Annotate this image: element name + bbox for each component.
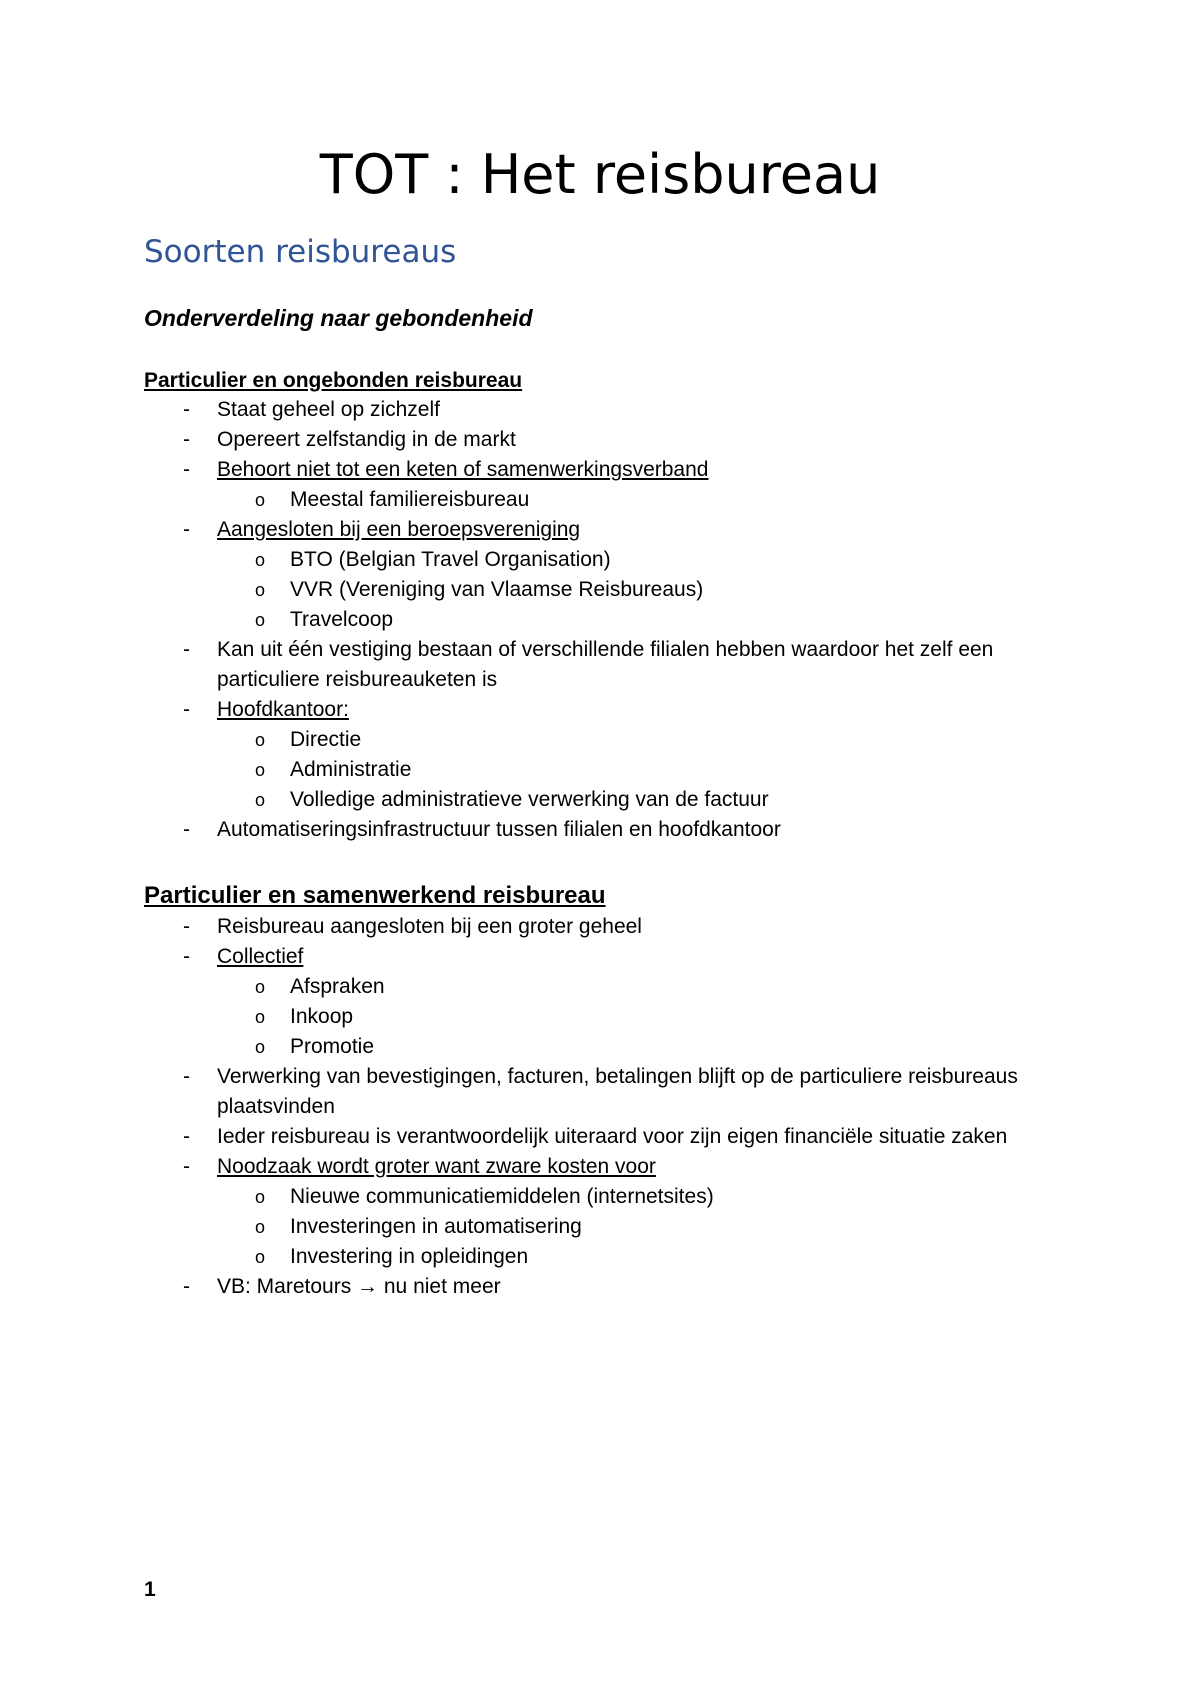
dash-bullet: - bbox=[183, 1125, 190, 1148]
sub-list-item: o Administratie bbox=[0, 755, 1090, 785]
sub-list-item: o Directie bbox=[0, 725, 1090, 755]
dash-bullet: - bbox=[183, 638, 190, 661]
section1-heading: Particulier en ongebonden reisbureau bbox=[144, 369, 523, 392]
sub-list-item: o Promotie bbox=[0, 1032, 1090, 1062]
circle-bullet: o bbox=[255, 977, 266, 997]
circle-bullet: o bbox=[255, 1007, 266, 1027]
list-item: - Collectief bbox=[0, 942, 1097, 972]
list-item: - Kan uit één vestiging bestaan of verschillende filialen hebben waardoor het zelf een particuliere reisbureauketen is bbox=[0, 635, 1097, 695]
list-item: - Staat geheel op zichzelf bbox=[0, 395, 1097, 425]
dash-bullet: - bbox=[183, 698, 190, 721]
dash-bullet: - bbox=[183, 915, 190, 938]
circle-bullet: o bbox=[255, 730, 266, 750]
sub-list-item: o Meestal familiereisbureau bbox=[0, 485, 1090, 515]
dash-bullet: - bbox=[183, 818, 190, 841]
sub-list-item: o VVR (Vereniging van Vlaamse Reisbureaus) bbox=[0, 575, 1090, 605]
list-item: - Hoofdkantoor: bbox=[0, 695, 1097, 725]
circle-bullet: o bbox=[255, 490, 266, 510]
dash-bullet: - bbox=[183, 428, 190, 451]
dash-bullet: - bbox=[183, 1065, 190, 1088]
list-item: - Aangesloten bij een beroepsvereniging bbox=[0, 515, 1097, 545]
sub-list-item: o Travelcoop bbox=[0, 605, 1090, 635]
sub-list-item: o BTO (Belgian Travel Organisation) bbox=[0, 545, 1090, 575]
dash-bullet: - bbox=[183, 398, 190, 421]
list-item: - Behoort niet tot een keten of samenwerkingsverband bbox=[0, 455, 1097, 485]
section2-list bbox=[0, 912, 1200, 1302]
section2-heading: Particulier en samenwerkend reisbureau bbox=[144, 882, 606, 909]
list-item: - Opereert zelfstandig in de markt bbox=[0, 425, 1097, 455]
circle-bullet: o bbox=[255, 1217, 266, 1237]
sub-list-item: o Nieuwe communicatiemiddelen (internetsites) bbox=[0, 1182, 1090, 1212]
section-heading: Soorten reisbureaus bbox=[144, 234, 457, 270]
section1-list bbox=[0, 395, 1200, 845]
dash-bullet: - bbox=[183, 1275, 190, 1298]
circle-bullet: o bbox=[255, 550, 266, 570]
list-item: - Verwerking van bevestigingen, facturen, betalingen blijft op de particuliere reisbureaus plaatsvinden bbox=[0, 1062, 1097, 1122]
sub-list-item: o Inkoop bbox=[0, 1002, 1090, 1032]
circle-bullet: o bbox=[255, 1247, 266, 1267]
dash-bullet: - bbox=[183, 945, 190, 968]
dash-bullet: - bbox=[183, 458, 190, 481]
sub-list-item: o Investeringen in automatisering bbox=[0, 1212, 1090, 1242]
dash-bullet: - bbox=[183, 518, 190, 541]
dash-bullet: - bbox=[183, 1155, 190, 1178]
sub-list-item: o Volledige administratieve verwerking van de factuur bbox=[0, 785, 1090, 815]
circle-bullet: o bbox=[255, 1187, 266, 1207]
sub-list-item: o Investering in opleidingen bbox=[0, 1242, 1090, 1272]
sub-list-item: o Afspraken bbox=[0, 972, 1090, 1002]
circle-bullet: o bbox=[255, 580, 266, 600]
page-number: 1 bbox=[144, 1578, 156, 1601]
circle-bullet: o bbox=[255, 790, 266, 810]
page-title: TOT : Het reisbureau bbox=[319, 143, 881, 206]
circle-bullet: o bbox=[255, 1037, 266, 1057]
subheading: Onderverdeling naar gebondenheid bbox=[144, 305, 533, 331]
list-item: - VB: Maretours → nu niet meer bbox=[0, 1272, 1097, 1302]
list-item: - Automatiseringsinfrastructuur tussen filialen en hoofdkantoor bbox=[0, 815, 1097, 845]
list-item: - Ieder reisbureau is verantwoordelijk uiteraard voor zijn eigen financiële situatie zaken bbox=[0, 1122, 1097, 1152]
list-item: - Reisbureau aangesloten bij een groter geheel bbox=[0, 912, 1097, 942]
list-item: - Noodzaak wordt groter want zware kosten voor bbox=[0, 1152, 1097, 1182]
circle-bullet: o bbox=[255, 760, 266, 780]
circle-bullet: o bbox=[255, 610, 266, 630]
